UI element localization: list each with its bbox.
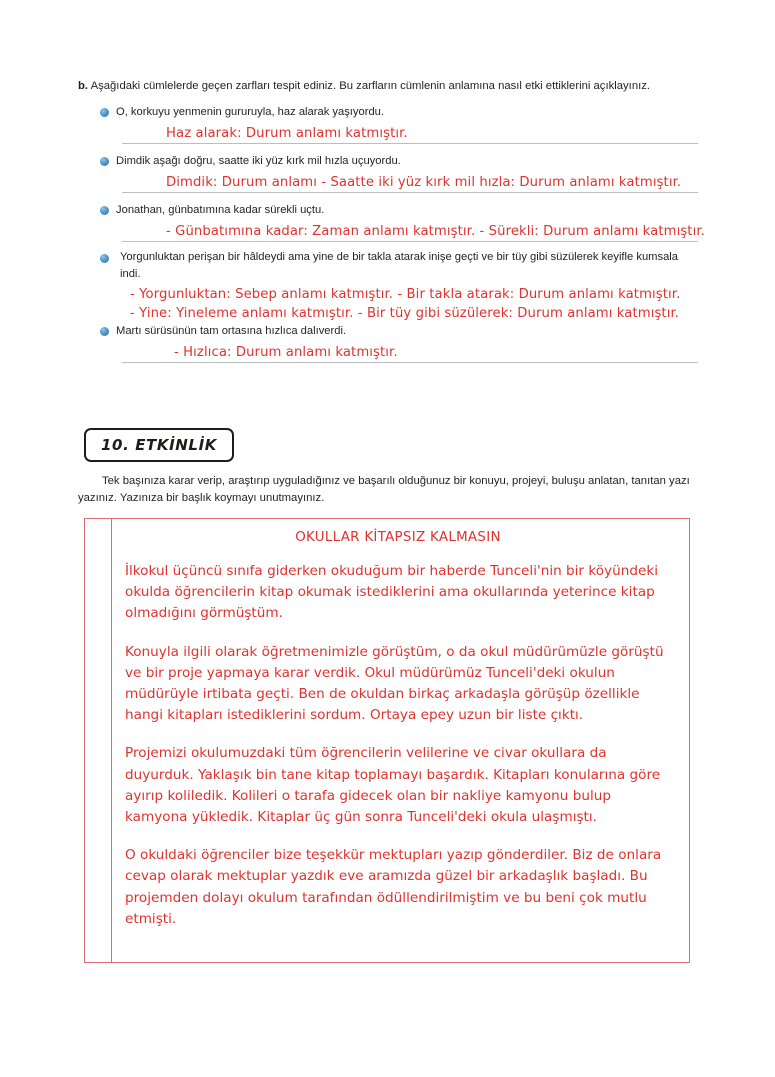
composition-paragraph: Konuyla ilgili olarak öğretmenimizle görüştüm, o da okul müdürümüzle görüştü ve bir proje yapmaya karar verdik. Okul müdürümüz Tunceli'deki okulun müdürüyle irtibata geçti. Ben de okuldan birkaç arkadaşla görüşüp özellikle hangi kitapları istediklerini sordum. Ortaya epey uzun bir liste çıktı. <box>125 643 664 724</box>
writing-answer-box[interactable] <box>84 518 690 963</box>
handwritten-answer: - Günbatımına kadar: Zaman anlamı katmıştır. - Sürekli: Durum anlamı katmıştır. <box>166 223 705 239</box>
handwritten-answer-line-2: - Yine: Yineleme anlamı katmıştır. - Bir tüy gibi süzülerek: Durum anlamı katmıştır. <box>130 306 680 322</box>
activity-badge-label: 10. ETKİNLİK <box>101 436 217 454</box>
exercise-b-items <box>78 104 705 363</box>
answer-row[interactable] <box>78 344 698 364</box>
handwritten-answer: - Hızlıca: Durum anlamı katmıştır. <box>174 344 398 360</box>
exercise-b-section <box>78 78 705 364</box>
handwritten-answer-line-1: - Yorgunluktan: Sebep anlamı katmıştır. - Bir takla atarak: Durum anlamı katmıştır. <box>130 287 681 303</box>
sentence-text: Jonathan, günbatımına kadar sürekli uçtu. <box>116 203 325 216</box>
composition-title: OKULLAR KİTAPSIZ KALMASIN <box>295 530 501 545</box>
exercise-b-instruction-text: Aşağıdaki cümlelerde geçen zarfları tespit ediniz. Bu zarfların cümlenin anlamına nasıl etki ettiklerini açıklayınız. <box>90 80 651 92</box>
list-item <box>78 202 698 219</box>
answer-row[interactable] <box>78 125 698 145</box>
answer-block[interactable] <box>78 286 698 323</box>
bullet-icon <box>100 327 109 336</box>
sentence-text: Yorgunluktan perişan bir hâldeydi ama yine de bir takla atarak inişe geçti ve bir tüy gibi süzülerek keyifle kumsala indi. <box>120 250 679 280</box>
bullet-icon <box>100 254 109 263</box>
activity-badge <box>84 428 234 462</box>
answer-row[interactable] <box>78 174 698 194</box>
sentence-text: O, korkuyu yenmenin gururuyla, haz alarak yaşıyordu. <box>116 106 385 119</box>
bullet-icon <box>100 157 109 166</box>
handwritten-answer: Dimdik: Durum anlamı - Saatte iki yüz kırk mil hızla: Durum anlamı katmıştır. <box>166 174 682 190</box>
sentence-text: Dimdik aşağı doğru, saatte iki yüz kırk mil hızla uçuyordu. <box>116 155 401 168</box>
answer-row[interactable] <box>78 223 705 243</box>
bullet-icon <box>100 108 109 117</box>
margin-rule <box>111 519 112 962</box>
list-item <box>78 153 698 170</box>
list-item <box>78 104 698 121</box>
composition-body <box>125 561 673 930</box>
exercise-b-instruction <box>78 78 698 94</box>
composition-paragraph: Projemizi okulumuzdaki tüm öğrencilerin velilerine ve civar okullara da duyurduk. Yaklaşık bin tane kitap toplamayı başardık. Kitapları konularına göre ayırıp koliledik. Kolileri o tarafa gidecek olan bir nakliye kamyonu bulup kamyona yükledik. Kitaplar üç gün sonra Tunceli'deki okula ulaşmıştı. <box>125 745 661 826</box>
activity-task-text: Tek başınıza karar verip, araştırıp uyguladığınız ve başarılı olduğunuz bir konuyu, projeyi, buluşu anlatan, tanıtan yazı yazınız. Yazınıza bir başlık koymayı unutmayınız. <box>78 475 690 504</box>
composition-paragraph: İlkokul üçüncü sınıfa giderken okuduğum bir haberde Tunceli'nin bir köyündeki okulda öğrencilerin kitap okumak istediklerini ama okullarında yeterince kitap olmadığını görmüştüm. <box>125 563 658 622</box>
handwritten-answer: Haz alarak: Durum anlamı katmıştır. <box>166 126 408 142</box>
exercise-b-label: b. <box>78 80 89 92</box>
bullet-icon <box>100 206 109 215</box>
composition-paragraph: O okuldaki öğrenciler bize teşekkür mektupları yazıp gönderdiler. Biz de onlara cevap olarak mektuplar yazdık eve aramızda güzel bir arkadaşlık başladı. Bu projemden dolayı okulum tarafından ödüllendirilmiştim ve bu beni çok mutlu etmişti. <box>125 847 662 927</box>
sentence-text: Martı sürüsünün tam ortasına hızlıca dalıverdi. <box>116 324 347 337</box>
list-item <box>78 249 698 283</box>
list-item <box>78 323 698 340</box>
